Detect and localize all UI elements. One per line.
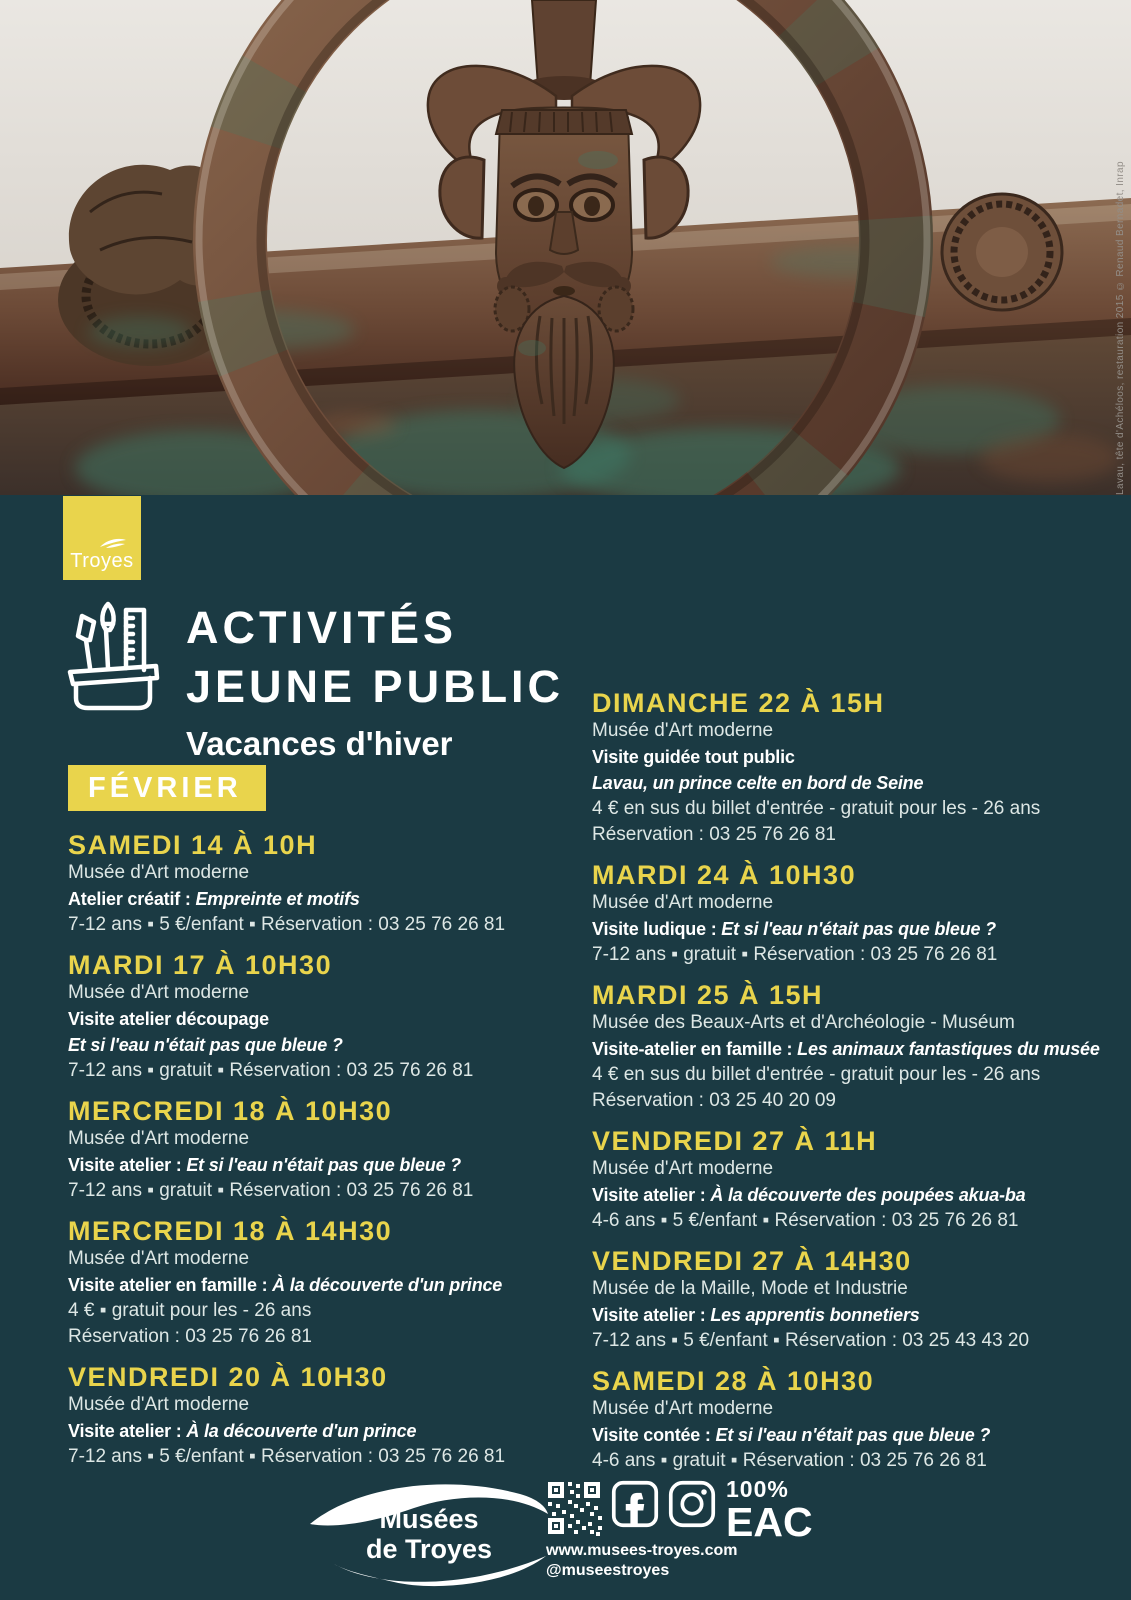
event-item [68,1096,583,1204]
event-item [592,980,1107,1114]
event-date: SAMEDI 14 À 10H [68,830,318,860]
event-title-italic: À la découverte d'un prince [186,1421,417,1441]
art-supplies-icon [64,596,162,717]
event-details: 4-6 ans ▪ gratuit ▪ Réservation : 03 25 76 26 81 [592,1450,987,1471]
event-title-bold: Atelier créatif : [68,889,196,909]
event-title [68,886,583,912]
event-title-bold: Visite atelier : [68,1155,187,1175]
event-title-bold: Visite atelier : [592,1185,711,1205]
event-details: 7-12 ans ▪ 5 €/enfant ▪ Réservation : 03 25 76 26 81 [68,1446,506,1467]
event-date: MERCREDI 18 À 10H30 [68,1096,393,1126]
event-venue: Musée d'Art moderne [68,1394,250,1415]
month-banner [68,765,266,811]
event-details: 7-12 ans ▪ gratuit ▪ Réservation : 03 25 76 26 81 [68,1180,474,1201]
event-venue: Musée de la Maille, Mode et Industrie [592,1278,908,1299]
event-details: 7-12 ans ▪ 5 €/enfant ▪ Réservation : 03 25 43 43 20 [592,1330,1030,1351]
page-subtitle: Vacances d'hiver [186,725,453,762]
event-title-bold: Visite atelier : [592,1305,711,1325]
troyes-logo-text: Troyes [70,550,134,572]
eac-percent: 100% [726,1476,789,1502]
event-title-italic: Et si l'eau n'était pas que bleue ? [186,1155,461,1175]
event-title [592,1422,1107,1448]
event-title-bold: Visite-atelier en famille : [592,1039,798,1059]
event-venue: Musée d'Art moderne [592,1158,774,1179]
event-item [592,1366,1107,1474]
event-title-bold: Visite atelier découpage [68,1009,269,1029]
event-title [68,1272,583,1298]
event-date: MARDI 24 À 10H30 [592,860,857,890]
event-details: 4 € en sus du billet d'entrée - gratuit pour les - 26 ans [592,798,1041,819]
event-date: VENDREDI 20 À 10H30 [68,1362,388,1392]
event-title [68,1152,583,1178]
events-column-left [68,830,583,1482]
event-item [68,1216,583,1350]
page-title-line1: ACTIVITÉS [186,602,458,653]
social-handle: @museestroyes [546,1562,670,1579]
right-disc [942,194,1062,310]
event-venue: Musée d'Art moderne [592,720,774,741]
musees-de-troyes-logo [306,1472,552,1590]
troyes-city-logo [63,496,141,580]
event-venue: Musée d'Art moderne [68,1248,250,1269]
event-title-italic: Empreinte et motifs [195,889,360,909]
event-subtitle: Lavau, un prince celte en bord de Seine [592,773,924,793]
month-label: FÉVRIER [88,771,242,804]
event-title-italic: Les apprentis bonnetiers [710,1305,920,1325]
event-details: 4-6 ans ▪ 5 €/enfant ▪ Réservation : 03 25 76 26 81 [592,1210,1019,1231]
event-title [592,744,1107,770]
eac-logo [726,1476,813,1545]
event-venue: Musée d'Art moderne [68,982,250,1003]
event-date: MARDI 25 À 15H [592,980,824,1010]
event-title [592,1302,1107,1328]
event-date: VENDREDI 27 À 14H30 [592,1246,912,1276]
eac-label: EAC [726,1499,813,1545]
wave-icon [98,536,128,549]
event-item [68,950,583,1084]
event-details: 7-12 ans ▪ gratuit ▪ Réservation : 03 25 76 26 81 [592,944,998,965]
qr-code [546,1480,602,1536]
event-venue: Musée d'Art moderne [68,862,250,883]
event-title-bold: Visite contée : [592,1425,716,1445]
event-title-italic: Et si l'eau n'était pas que bleue ? [715,1425,991,1445]
event-title-bold: Visite ludique : [592,919,722,939]
event-date: MERCREDI 18 À 14H30 [68,1216,393,1246]
event-title-italic: Et si l'eau n'était pas que bleue ? [721,919,996,939]
event-title [68,1006,583,1032]
event-venue: Musée d'Art moderne [592,1398,774,1419]
event-title-italic: À la découverte des poupées akua-ba [710,1185,1026,1205]
event-item [68,830,583,938]
title-block [186,598,564,764]
event-title [592,1036,1107,1062]
website-url: www.musees-troyes.com [546,1542,738,1559]
event-item [592,1126,1107,1234]
museum-logo-line2: de Troyes [365,1534,493,1564]
event-venue: Musée des Beaux-Arts et d'Archéologie - Muséum [592,1012,1015,1033]
page-title-line2: JEUNE PUBLIC [186,661,565,712]
event-title-bold: Visite atelier en famille : [68,1275,273,1295]
event-item [68,1362,583,1470]
event-details: Réservation : 03 25 76 26 81 [68,1326,313,1347]
event-item [592,688,1107,848]
event-date: MARDI 17 À 10H30 [68,950,333,980]
events-column-right [592,688,1107,1486]
event-details: 7-12 ans ▪ 5 €/enfant ▪ Réservation : 03 25 76 26 81 [68,914,506,935]
museum-logo-line1: Musées [379,1504,479,1534]
artifact-photo [0,0,1131,495]
event-subtitle: Et si l'eau n'était pas que bleue ? [68,1035,343,1055]
event-title [592,1182,1107,1208]
event-date: VENDREDI 27 À 11H [592,1126,878,1156]
event-date: SAMEDI 28 À 10H30 [592,1366,875,1396]
facebook-icon [611,1480,659,1528]
event-title-bold: Visite guidée tout public [592,747,795,767]
event-details: 4 € ▪ gratuit pour les - 26 ans [68,1300,312,1321]
instagram-icon [668,1480,716,1528]
event-date: DIMANCHE 22 À 15H [592,688,885,718]
event-details: 7-12 ans ▪ gratuit ▪ Réservation : 03 25 76 26 81 [68,1060,474,1081]
event-title-bold: Visite atelier : [68,1421,187,1441]
event-title-italic: À la découverte d'un prince [272,1275,503,1295]
event-item [592,1246,1107,1354]
event-venue: Musée d'Art moderne [68,1128,250,1149]
event-title-italic: Les animaux fantastiques du musée [797,1039,1100,1059]
artifact-illustration [0,0,1131,495]
photo-credit: Lavau, tête d'Achéloos, restauration 2015 © Renaud Bernadet, Inrap [1115,161,1126,495]
event-details: Réservation : 03 25 76 26 81 [592,824,837,845]
event-details: Réservation : 03 25 40 20 09 [592,1090,837,1111]
footer-social-block [546,1480,737,1581]
event-venue: Musée d'Art moderne [592,892,774,913]
event-title [592,916,1107,942]
event-item [592,860,1107,968]
event-details: 4 € en sus du billet d'entrée - gratuit pour les - 26 ans [592,1064,1041,1085]
event-title [68,1418,583,1444]
